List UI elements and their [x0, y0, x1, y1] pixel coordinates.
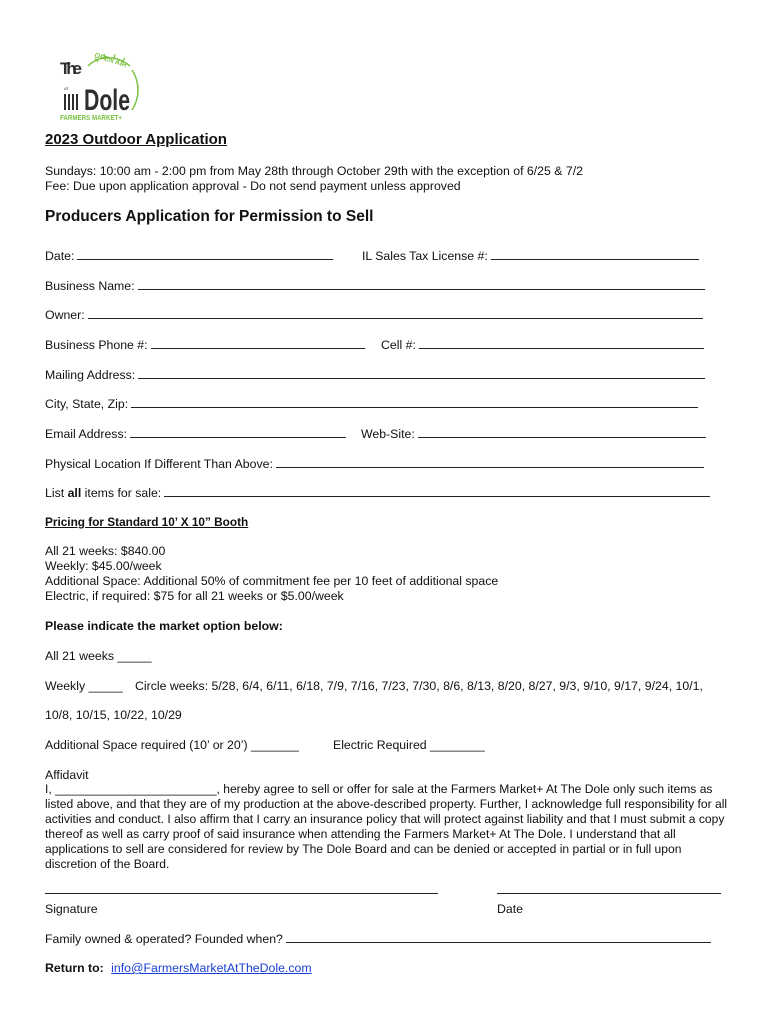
- mailing-address-label: Mailing Address:: [45, 368, 136, 382]
- business-name-label: Business Name:: [45, 279, 135, 293]
- business-name-field[interactable]: [45, 278, 705, 293]
- logo-open-air: OPEN AIR: [93, 52, 128, 70]
- tax-license-field[interactable]: [362, 248, 699, 263]
- email-line[interactable]: [130, 426, 346, 438]
- city-state-zip-label: City, State, Zip:: [45, 397, 129, 411]
- items-for-sale-label: List all items for sale:: [45, 486, 162, 500]
- date-line[interactable]: [77, 248, 333, 260]
- additional-space-option[interactable]: Additional Space required (10’ or 20’) _______: [45, 738, 299, 752]
- affidavit-text: I, ________________________, hereby agree to sell or offer for sale at the Farmers Market+ At The Dole only such items as listed above, and that they are of my production at the above-described property. Further, I acknowledge full responsibility for all activities and conduct. I also affirm that I carry an insurance policy that will protect against liability and that I must submit a copy thereof as well as carry proof of said insurance when attending the Farmers Market+ At The Dole. I understand that all applications to sell are considered for review by The Dole Board and can be denied or accepted in partial or in full upon discretion of the Board.: [45, 782, 728, 871]
- owner-label: Owner:: [45, 308, 85, 322]
- circle-weeks-text: Circle weeks: 5/28, 6/4, 6/11, 6/18, 7/9, 7/16, 7/23, 7/30, 8/6, 8/13, 8/20, 8/27, 9/3, 9/10, 9/17, 9/24, 10/1,: [135, 679, 703, 693]
- cell-field[interactable]: [381, 337, 704, 352]
- family-owned-label: Family owned & operated? Founded when?: [45, 932, 283, 946]
- fee-text: Fee: Due upon application approval - Do not send payment unless approved: [45, 179, 461, 193]
- logo-the: The: [60, 59, 82, 78]
- website-field[interactable]: [361, 426, 706, 441]
- owner-line[interactable]: [88, 307, 703, 319]
- pricing-line: Weekly: $45.00/week: [45, 559, 162, 573]
- weekly-option[interactable]: Weekly _____: [45, 679, 123, 693]
- cell-line[interactable]: [419, 337, 704, 349]
- physical-location-field[interactable]: [45, 456, 704, 471]
- pricing-line: Electric, if required: $75 for all 21 weeks or $5.00/week: [45, 589, 344, 603]
- date-label: Date:: [45, 249, 75, 263]
- business-phone-label: Business Phone #:: [45, 338, 148, 352]
- physical-location-label: Physical Location If Different Than Above:: [45, 457, 273, 471]
- pricing-line: Additional Space: Additional 50% of commitment fee per 10 feet of additional space: [45, 574, 499, 588]
- date-field[interactable]: [45, 248, 333, 263]
- electric-option[interactable]: Electric Required ________: [333, 738, 485, 752]
- website-line[interactable]: [418, 426, 706, 438]
- email-label: Email Address:: [45, 427, 128, 441]
- email-field[interactable]: [45, 426, 346, 441]
- mailing-address-line[interactable]: [138, 367, 705, 379]
- mailing-address-field[interactable]: [45, 367, 705, 382]
- form-title: Producers Application for Permission to Sell: [45, 208, 374, 225]
- items-for-sale-field[interactable]: [45, 485, 710, 500]
- return-to: [45, 961, 312, 975]
- tax-license-line[interactable]: [491, 248, 699, 260]
- signature-date-line[interactable]: [497, 893, 721, 894]
- logo-at: AT: [64, 86, 69, 91]
- circle-weeks-text-cont: 10/8, 10/15, 10/22, 10/29: [45, 708, 182, 722]
- family-owned-field[interactable]: [45, 931, 711, 946]
- logo-dole: Dole: [84, 84, 130, 117]
- affidavit-title: Affidavit: [45, 768, 89, 782]
- signature-label: Signature: [45, 902, 98, 916]
- business-name-line[interactable]: [138, 278, 705, 290]
- city-state-zip-line[interactable]: [131, 396, 698, 408]
- business-phone-line[interactable]: [151, 337, 365, 349]
- page-title: 2023 Outdoor Application: [45, 131, 227, 148]
- schedule-text: Sundays: 10:00 am - 2:00 pm from May 28th through October 29th with the exception of 6/25 & 7/2: [45, 164, 583, 178]
- farmers-market-logo: [58, 52, 144, 124]
- return-email-link[interactable]: info@FarmersMarketAtTheDole.com: [111, 961, 312, 975]
- tax-license-label: IL Sales Tax License #:: [362, 249, 488, 263]
- pricing-title: Pricing for Standard 10’ X 10” Booth: [45, 515, 249, 529]
- signature-line[interactable]: [45, 893, 438, 894]
- pricing-line: All 21 weeks: $840.00: [45, 544, 166, 558]
- logo-farmers-market: FARMERS MARKET+: [60, 115, 122, 122]
- family-owned-line[interactable]: [286, 931, 711, 943]
- return-label: Return to:: [45, 961, 104, 975]
- items-for-sale-line[interactable]: [164, 485, 710, 497]
- cell-label: Cell #:: [381, 338, 416, 352]
- all-weeks-option[interactable]: All 21 weeks _____: [45, 649, 152, 663]
- signature-date-label: Date: [497, 902, 523, 916]
- business-phone-field[interactable]: [45, 337, 365, 352]
- physical-location-line[interactable]: [276, 456, 704, 468]
- market-option-prompt: Please indicate the market option below:: [45, 619, 283, 633]
- website-label: Web-Site:: [361, 427, 415, 441]
- city-state-zip-field[interactable]: [45, 396, 698, 411]
- owner-field[interactable]: [45, 307, 703, 322]
